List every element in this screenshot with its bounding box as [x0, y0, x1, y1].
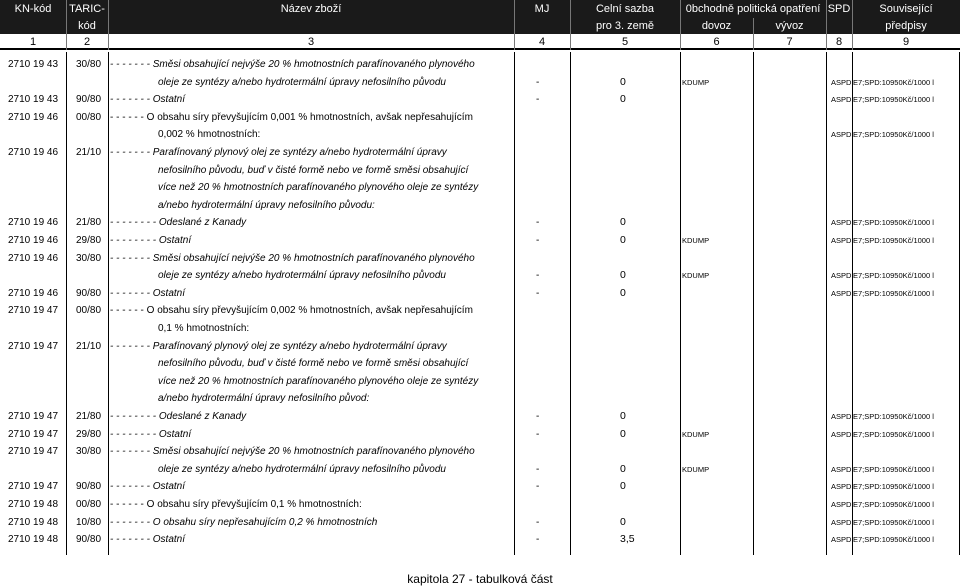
- taric-code: 21/10: [76, 340, 102, 352]
- unit-value: -: [536, 516, 540, 528]
- goods-description: - - - - - - - - Ostatní: [110, 235, 192, 246]
- spd-value: ASPD: [831, 429, 852, 439]
- header-predpisy: předpisy: [885, 20, 927, 32]
- header-num-2: 2: [83, 36, 91, 48]
- goods-description: nefosilního původu, buď v čisté formě nebo ve formě směsi obsahující: [158, 164, 469, 176]
- duty-rate: 3,5: [620, 533, 635, 546]
- table-row-continuation: [0, 267, 960, 284]
- header-souvisejici: Související: [879, 3, 933, 15]
- kn-code: 2710 19 46: [8, 217, 59, 229]
- taric-code: 21/10: [76, 147, 102, 158]
- header-num-9: 9: [902, 36, 910, 48]
- goods-description: 0,1 % hmotnostních:: [158, 323, 250, 334]
- related-regulations: E7;SPD:10950Kč/1000 l: [853, 130, 934, 140]
- taric-code: 00/80: [76, 305, 102, 317]
- table-row: [0, 531, 960, 548]
- goods-description: - - - - - - O obsahu síry převyšujícím 0,001 % hmotnostních, avšak nepřesahujícím: [110, 111, 473, 123]
- taric-code: 30/80: [76, 446, 102, 458]
- goods-description: - - - - - - - Parafínovaný plynový olej ze syntézy a/nebo hydrotermální úpravy: [110, 147, 447, 158]
- header-divider: [826, 0, 827, 50]
- kn-code: 2710 19 47: [8, 428, 59, 440]
- header-divider: [514, 0, 515, 50]
- goods-description: - - - - - - - Ostatní: [110, 94, 185, 106]
- unit-value: -: [536, 481, 540, 493]
- related-regulations: E7;SPD:10950Kč/1000 l: [853, 77, 934, 87]
- related-regulations: E7;SPD:10950Kč/1000 l: [853, 95, 934, 105]
- duty-rate: 0: [620, 216, 626, 229]
- goods-description: - - - - - - - Směsi obsahující nejvýše 20 % hmotnostních parafínovaného plynového: [110, 252, 475, 264]
- kn-code: 2710 19 46: [8, 252, 59, 264]
- duty-rate: 0: [620, 515, 626, 528]
- duty-rate: 0: [620, 234, 626, 246]
- related-regulations: E7;SPD:10950Kč/1000 l: [853, 482, 934, 492]
- page-footer: kapitola 27 - tabulková část: [407, 572, 553, 586]
- kn-code: 2710 19 43: [8, 94, 59, 106]
- header-row-numbers: [0, 34, 960, 50]
- taric-code: 90/80: [76, 287, 102, 299]
- spd-value: ASPD: [831, 95, 852, 105]
- table-row: [0, 56, 960, 73]
- table-row-continuation: [0, 461, 960, 478]
- kn-code: 2710 19 46: [8, 111, 59, 123]
- goods-description: - - - - - - O obsahu síry převyšujícím 0,1 % hmotnostních:: [110, 499, 362, 510]
- header-num-8: 8: [835, 36, 843, 48]
- taric-code: 90/80: [76, 481, 102, 493]
- kn-code: 2710 19 47: [8, 305, 59, 317]
- table-row: [0, 514, 960, 531]
- related-regulations: E7;SPD:10950Kč/1000 l: [853, 464, 934, 474]
- taric-code: 10/80: [76, 516, 102, 528]
- unit-value: -: [536, 76, 540, 88]
- related-regulations: E7;SPD:10950Kč/1000 l: [853, 288, 934, 298]
- spd-value: ASPD: [831, 500, 852, 509]
- header-dovoz: dovoz: [701, 20, 732, 32]
- goods-description: a/nebo hydrotermální úpravy nefosilního původ:: [158, 393, 370, 405]
- import-measure: KDUMP: [682, 429, 710, 439]
- spd-value: ASPD: [831, 535, 852, 545]
- header-divider: [680, 0, 681, 50]
- table-row: [0, 91, 960, 108]
- taric-code: 21/80: [76, 217, 102, 229]
- related-regulations: E7;SPD:10950Kč/1000 l: [853, 535, 934, 545]
- table-row-continuation: [0, 179, 960, 196]
- header-num-4: 4: [538, 36, 546, 48]
- table-row-continuation: [0, 74, 960, 91]
- header-taric: TARIC-: [69, 3, 105, 15]
- goods-description: - - - - - - - Směsi obsahující nejvýše 20 % hmotnostních parafínovaného plynového: [110, 446, 475, 458]
- table-row: [0, 478, 960, 495]
- table-row: [0, 443, 960, 460]
- duty-rate: 0: [620, 286, 626, 299]
- table-row: [0, 496, 960, 513]
- table-row-continuation: [0, 355, 960, 372]
- header-spd: SPD: [827, 3, 851, 15]
- kn-code: 2710 19 43: [8, 59, 59, 70]
- table-row: [0, 426, 960, 443]
- goods-description: více než 20 % hmotnostních parafínovaného plynového oleje ze syntézy: [158, 182, 479, 194]
- goods-description: - - - - - - - O obsahu síry nepřesahujícím 0,2 % hmotnostních: [110, 516, 378, 528]
- table-row-continuation: [0, 320, 960, 337]
- unit-value: -: [536, 217, 540, 229]
- table-row: [0, 302, 960, 319]
- import-measure: KDUMP: [682, 236, 710, 245]
- goods-description: a/nebo hydrotermální úpravy nefosilního původu:: [158, 199, 375, 211]
- kn-code: 2710 19 46: [8, 147, 59, 158]
- goods-description: - - - - - - O obsahu síry převyšujícím 0,002 % hmotnostních, avšak nepřesahujícím: [110, 305, 473, 317]
- kn-code: 2710 19 48: [8, 516, 59, 528]
- unit-value: -: [536, 287, 540, 299]
- goods-description: - - - - - - - - Odeslané z Kanady: [110, 217, 247, 229]
- table-row-continuation: [0, 197, 960, 214]
- header-row-subtitles: [0, 18, 960, 34]
- import-measure: KDUMP: [682, 271, 710, 281]
- duty-rate: 0: [620, 269, 626, 282]
- kn-code: 2710 19 47: [8, 340, 59, 352]
- kn-code: 2710 19 48: [8, 499, 59, 510]
- header-row-titles: [0, 0, 960, 18]
- table-row: [0, 232, 960, 249]
- import-measure: KDUMP: [682, 464, 710, 474]
- header-mj: MJ: [534, 3, 550, 15]
- table-row: [0, 408, 960, 425]
- unit-value: -: [536, 463, 540, 475]
- table-row: [0, 250, 960, 267]
- table-row-continuation: [0, 162, 960, 179]
- goods-description: - - - - - - - - Ostatní: [110, 428, 192, 440]
- taric-code: 29/80: [76, 235, 102, 246]
- header-divider: [753, 18, 754, 50]
- duty-rate: 0: [620, 75, 626, 88]
- spd-value: ASPD: [831, 482, 852, 492]
- related-regulations: E7;SPD:10950Kč/1000 l: [853, 271, 934, 281]
- header-num-3: 3: [307, 36, 315, 48]
- tariff-table-body: [0, 52, 960, 555]
- goods-description: nefosilního původu, buď v čisté formě nebo ve formě směsi obsahující: [158, 358, 469, 370]
- taric-code: 00/80: [76, 499, 102, 510]
- kn-code: 2710 19 47: [8, 446, 59, 458]
- duty-rate: 0: [620, 93, 626, 106]
- header-nazev-zbozi: Název zboží: [280, 3, 342, 15]
- goods-description: - - - - - - - - Odeslané z Kanady: [110, 411, 247, 422]
- goods-description: 0,002 % hmotnostních:: [158, 129, 261, 141]
- related-regulations: E7;SPD:10950Kč/1000 l: [853, 429, 934, 439]
- unit-value: -: [536, 235, 540, 246]
- spd-value: ASPD: [831, 77, 852, 87]
- related-regulations: E7;SPD:10950Kč/1000 l: [853, 236, 934, 245]
- table-header: [0, 0, 960, 50]
- taric-code: 29/80: [76, 428, 102, 440]
- related-regulations: E7;SPD:10950Kč/1000 l: [853, 218, 934, 228]
- taric-code: 30/80: [76, 59, 102, 70]
- table-row: [0, 338, 960, 355]
- goods-description: oleje ze syntézy a/nebo hydrotermální úpravy nefosilního původu: [158, 76, 446, 88]
- goods-description: - - - - - - - Směsi obsahující nejvýše 20 % hmotnostních parafínovaného plynového: [110, 59, 475, 70]
- header-divider: [66, 0, 67, 50]
- spd-value: ASPD: [831, 130, 852, 140]
- goods-description: - - - - - - - Ostatní: [110, 534, 185, 546]
- unit-value: -: [536, 270, 540, 282]
- table-row-continuation: [0, 126, 960, 143]
- unit-value: -: [536, 428, 540, 440]
- taric-code: 90/80: [76, 534, 102, 546]
- taric-code: 90/80: [76, 94, 102, 106]
- taric-code: 21/80: [76, 411, 102, 422]
- taric-code: 30/80: [76, 252, 102, 264]
- related-regulations: E7;SPD:10950Kč/1000 l: [853, 517, 934, 527]
- goods-description: více než 20 % hmotnostních parafínovaného plynového oleje ze syntézy: [158, 375, 479, 387]
- spd-value: ASPD: [831, 517, 852, 527]
- header-divider: [108, 0, 109, 50]
- kn-code: 2710 19 47: [8, 481, 59, 493]
- header-num-1: 1: [29, 36, 37, 48]
- spd-value: ASPD: [831, 271, 852, 281]
- related-regulations: E7;SPD:10950Kč/1000 l: [853, 500, 934, 509]
- duty-rate: 0: [620, 462, 626, 475]
- header-kod: kód: [78, 20, 96, 32]
- goods-description: oleje ze syntézy a/nebo hydrotermální úpravy nefosilního původu: [158, 463, 446, 475]
- header-divider: [570, 0, 571, 50]
- duty-rate: 0: [620, 410, 626, 422]
- kn-code: 2710 19 46: [8, 235, 59, 246]
- unit-value: -: [536, 534, 540, 546]
- table-row-continuation: [0, 373, 960, 390]
- table-row-continuation: [0, 390, 960, 407]
- spd-value: ASPD: [831, 236, 852, 245]
- spd-value: ASPD: [831, 464, 852, 474]
- table-row: [0, 109, 960, 126]
- header-kn-kod: KN-kód: [14, 3, 52, 15]
- taric-code: 00/80: [76, 111, 102, 123]
- spd-value: ASPD: [831, 412, 852, 421]
- import-measure: KDUMP: [682, 77, 710, 87]
- duty-rate: 0: [620, 480, 626, 493]
- unit-value: -: [536, 411, 540, 422]
- spd-value: ASPD: [831, 288, 852, 298]
- table-row: [0, 144, 960, 161]
- header-num-5: 5: [621, 36, 629, 48]
- header-celni-sazba: Celní sazba: [595, 3, 655, 15]
- goods-description: - - - - - - - Ostatní: [110, 481, 185, 493]
- header-pro-3-zeme: pro 3. země: [595, 20, 655, 32]
- duty-rate: 0: [620, 427, 626, 440]
- unit-value: -: [536, 94, 540, 106]
- spd-value: ASPD: [831, 218, 852, 228]
- header-obchodne-politicka-opatreni: 0bchodně politická opatření: [685, 3, 821, 15]
- header-num-6: 6: [713, 36, 720, 48]
- kn-code: 2710 19 47: [8, 411, 59, 422]
- header-num-7: 7: [786, 36, 793, 48]
- goods-description: - - - - - - - Ostatní: [110, 287, 185, 299]
- goods-description: - - - - - - - Parafínovaný plynový olej ze syntézy a/nebo hydrotermální úpravy: [110, 340, 447, 352]
- header-vyvoz: vývoz: [775, 20, 804, 32]
- kn-code: 2710 19 46: [8, 287, 59, 299]
- table-row: [0, 214, 960, 231]
- related-regulations: E7;SPD:10950Kč/1000 l: [853, 412, 934, 421]
- header-divider: [852, 0, 853, 50]
- kn-code: 2710 19 48: [8, 534, 59, 546]
- goods-description: oleje ze syntézy a/nebo hydrotermální úpravy nefosilního původu: [158, 270, 446, 282]
- table-row: [0, 285, 960, 302]
